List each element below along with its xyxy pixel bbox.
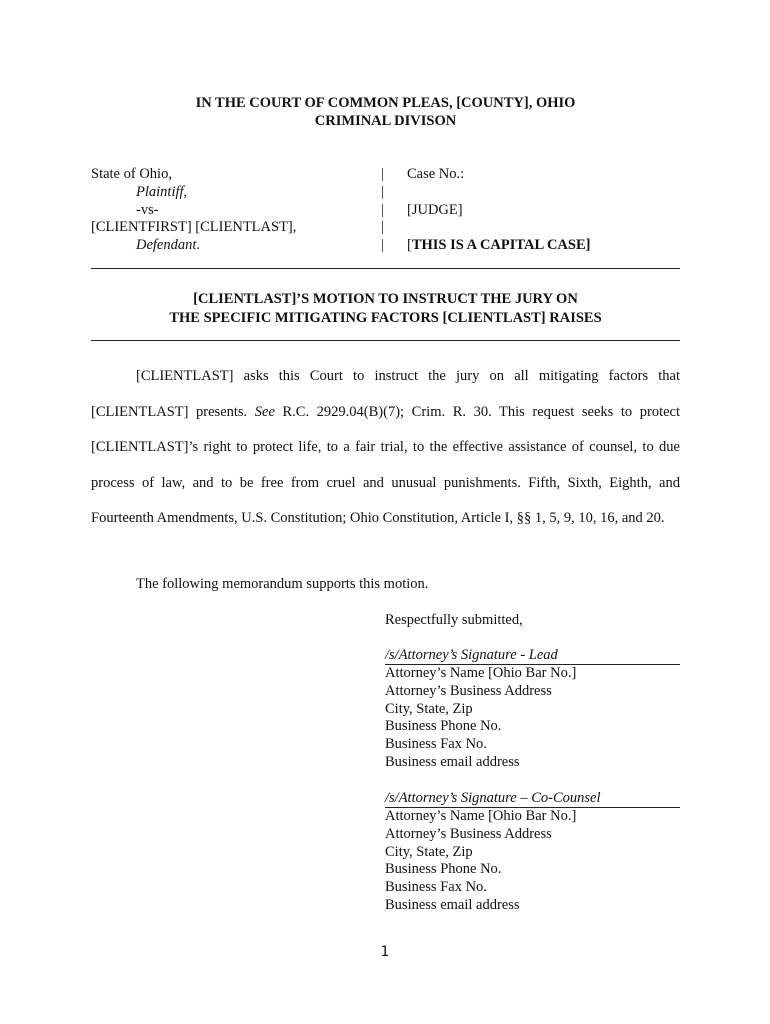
- capital-case-bracket: [: [407, 237, 412, 254]
- body-text: [CLIENTLAST] asks this Court to instruct the jury on all mitigating factors that [CLIENTLAST] presents.: [91, 368, 680, 420]
- court-heading: [91, 94, 680, 130]
- separator-bar: |: [381, 201, 384, 218]
- co-counsel-signature-line: /s/Attorney’s Signature – Co-Counsel: [385, 791, 680, 808]
- attorney-city: City, State, Zip: [385, 843, 473, 860]
- defendant-role-period: .: [196, 237, 201, 254]
- caption-separator: [381, 166, 384, 255]
- case-caption-details: [407, 166, 590, 255]
- signature-closing: [385, 612, 680, 630]
- lead-signature-line: /s/Attorney’s Signature - Lead: [385, 648, 680, 665]
- court-division: CRIMINAL DIVISON: [314, 113, 457, 129]
- plaintiff-role: Plaintiff,: [136, 183, 188, 200]
- separator-bar: |: [381, 183, 384, 200]
- case-caption-parties: [91, 166, 296, 255]
- attorney-city: City, State, Zip: [385, 700, 473, 717]
- attorney-email: Business email address: [385, 896, 520, 913]
- page-number: 1: [380, 944, 390, 960]
- motion-title: [91, 290, 680, 328]
- separator-bar: |: [381, 219, 384, 236]
- defendant-role: Defendant: [136, 237, 197, 254]
- attorney-email: Business email address: [385, 753, 520, 770]
- attorney-fax: Business Fax No.: [385, 879, 487, 896]
- lead-counsel-signature-block: [385, 648, 680, 772]
- caption-spacer: [407, 219, 590, 237]
- body-text: R.C. 2929.04(B)(7); Crim. R. 30. This request seeks to protect [CLIENTLAST]’s right to protect life, to a fair trial, to the effective assistance of counsel, to due process of law, and to be free from cruel and unusual punishments. Fifth, Sixth, Eighth, and Fourteenth Amendments, U.S. Constitution; Ohio Constitution, Article I, §§ 1, 5, 9, 10, 16, and 20.: [91, 403, 680, 527]
- defendant-name: [CLIENTFIRST] [CLIENTLAST],: [91, 219, 297, 236]
- attorney-address: Attorney’s Business Address: [385, 682, 552, 699]
- motion-body-paragraph: [91, 359, 680, 537]
- attorney-fax: Business Fax No.: [385, 736, 487, 753]
- attorney-name: Attorney’s Name [Ohio Bar No.]: [385, 808, 577, 824]
- motion-title-line: [CLIENTLAST]’S MOTION TO INSTRUCT THE JURY ON: [193, 291, 578, 307]
- divider-rule: [91, 268, 680, 269]
- court-name: IN THE COURT OF COMMON PLEAS, [COUNTY], OHIO: [195, 95, 576, 111]
- motion-title-line: THE SPECIFIC MITIGATING FACTORS [CLIENTLAST] RAISES: [169, 310, 602, 326]
- separator-bar: |: [381, 237, 384, 254]
- judge-label: [JUDGE]: [407, 201, 463, 218]
- attorney-phone: Business Phone No.: [385, 718, 502, 735]
- attorney-address: Attorney’s Business Address: [385, 825, 552, 842]
- capital-case-text: THIS IS A CAPITAL CASE]: [411, 237, 591, 254]
- memorandum-statement: The following memorandum supports this motion.: [136, 576, 429, 592]
- citation-signal: See: [254, 403, 275, 420]
- attorney-phone: Business Phone No.: [385, 861, 502, 878]
- co-counsel-signature-block: [385, 791, 680, 915]
- divider-rule: [91, 340, 680, 341]
- caption-spacer: [407, 184, 590, 202]
- case-number-label: Case No.:: [407, 166, 465, 182]
- separator-bar: |: [381, 166, 384, 182]
- defendant-role-line: [91, 237, 296, 255]
- closing-text: Respectfully submitted,: [385, 612, 523, 628]
- versus-label: -vs-: [136, 201, 159, 218]
- attorney-name: Attorney’s Name [Ohio Bar No.]: [385, 665, 577, 681]
- capital-case-label: [407, 237, 590, 255]
- plaintiff-name: State of Ohio,: [91, 166, 172, 182]
